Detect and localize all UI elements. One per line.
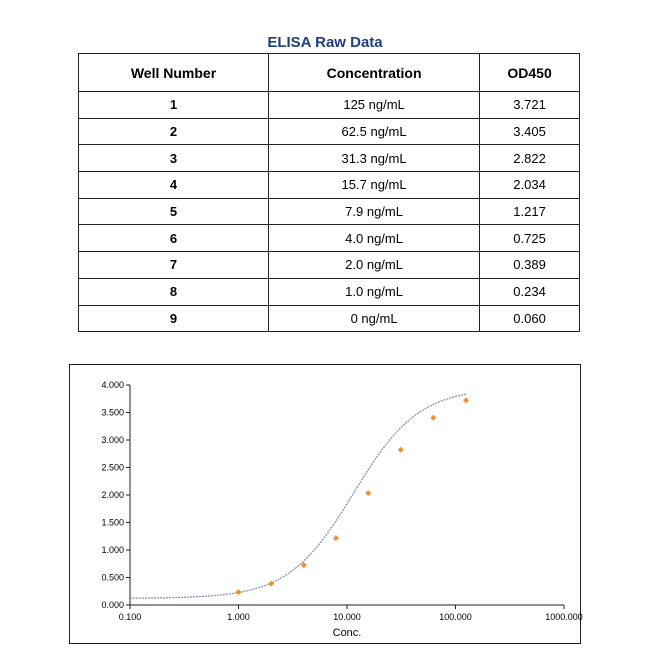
cell-concentration: 15.7 ng/mL <box>269 172 480 199</box>
cell-well: 7 <box>79 252 269 279</box>
cell-well: 2 <box>79 118 269 145</box>
cell-concentration: 2.0 ng/mL <box>269 252 480 279</box>
cell-od450: 3.405 <box>480 118 580 145</box>
cell-od450: 2.822 <box>480 145 580 172</box>
data-point <box>301 562 307 568</box>
table-row <box>79 118 580 145</box>
table-row <box>79 225 580 252</box>
cell-well: 6 <box>79 225 269 252</box>
cell-well: 1 <box>79 92 269 119</box>
header-concentration: Concentration <box>269 54 480 92</box>
cell-well: 3 <box>79 145 269 172</box>
table-row <box>79 198 580 225</box>
x-tick-label: 0.100 <box>118 612 142 622</box>
data-point <box>398 447 404 453</box>
header-od450: OD450 <box>480 54 580 92</box>
data-point <box>430 415 436 421</box>
elisa-data-table <box>78 53 580 332</box>
cell-concentration: 7.9 ng/mL <box>269 198 480 225</box>
y-tick-label: 3.500 <box>101 407 124 418</box>
data-point <box>463 397 469 403</box>
cell-od450: 3.721 <box>480 92 580 119</box>
y-tick-label: 4.000 <box>101 380 124 390</box>
cell-od450: 0.060 <box>480 305 580 332</box>
cell-concentration: 125 ng/mL <box>269 92 480 119</box>
x-tick-label: 10.000 <box>333 612 361 622</box>
table-row <box>79 92 580 119</box>
table-row <box>79 278 580 305</box>
data-point <box>365 490 371 496</box>
data-point <box>333 535 339 541</box>
fit-curve-line <box>130 394 467 598</box>
cell-od450: 0.234 <box>480 278 580 305</box>
y-tick-label: 2.000 <box>101 490 124 500</box>
cell-well: 9 <box>79 305 269 332</box>
chart-frame <box>69 364 581 644</box>
table-header-row <box>79 54 580 92</box>
table-row <box>79 172 580 199</box>
cell-concentration: 1.0 ng/mL <box>269 278 480 305</box>
cell-well: 4 <box>79 172 269 199</box>
table-row <box>79 145 580 172</box>
cell-concentration: 4.0 ng/mL <box>269 225 480 252</box>
data-point <box>236 589 242 595</box>
table-row <box>79 252 580 279</box>
x-axis-label: Conc. <box>332 627 362 639</box>
x-tick-label: 1.000 <box>227 612 250 622</box>
cell-concentration: 31.3 ng/mL <box>269 145 480 172</box>
y-tick-label: 3.000 <box>101 435 124 445</box>
header-well-number: Well Number <box>79 54 269 92</box>
y-tick-label: 1.000 <box>101 545 124 555</box>
cell-od450: 0.725 <box>480 225 580 252</box>
cell-concentration: 62.5 ng/mL <box>269 118 480 145</box>
cell-well: 5 <box>79 198 269 225</box>
cell-concentration: 0 ng/mL <box>269 305 480 332</box>
y-tick-label: 2.500 <box>101 462 124 473</box>
cell-od450: 2.034 <box>480 172 580 199</box>
table-title: ELISA Raw Data <box>267 34 383 51</box>
y-tick-label: 0.500 <box>101 572 124 583</box>
table-row <box>79 305 580 332</box>
cell-well: 8 <box>79 278 269 305</box>
cell-od450: 0.389 <box>480 252 580 279</box>
x-tick-label: 1000.000 <box>545 612 583 622</box>
cell-od450: 1.217 <box>480 198 580 225</box>
standard-curve-chart <box>70 365 583 642</box>
x-tick-label: 100.000 <box>439 612 472 622</box>
y-tick-label: 0.000 <box>101 600 124 610</box>
y-tick-label: 1.500 <box>101 517 124 528</box>
